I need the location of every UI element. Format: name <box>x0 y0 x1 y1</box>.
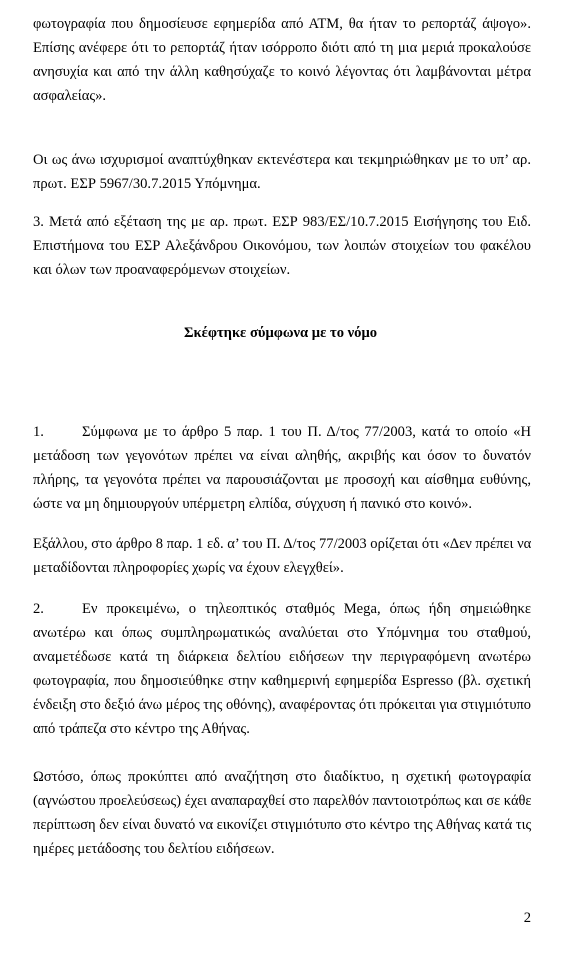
section-heading: Σκέφτηκε σύμφωνα με το νόμο <box>183 325 378 341</box>
text-line: Εν προκειμένω, ο τηλεοπτικός σταθμός Mega, όπως ήδη σημειώθηκε <box>82 601 531 617</box>
paragraph-3 <box>33 210 531 282</box>
text-line: Σύμφωνα με το άρθρο 5 παρ. 1 του Π. Δ/τος 77/2003, κατά το οποίο «Η <box>82 424 531 440</box>
text-line: φωτογραφία, που δημοσιεύθηκε στην καθημερινή εφημερίδα Espresso (βλ. σχετική <box>33 673 531 689</box>
text-line: μεταδίδονται πληροφορίες χωρίς να έχουν ελεγχθεί». <box>33 560 344 576</box>
paragraph-2 <box>33 621 531 741</box>
text-line: πρωτ. ΕΣΡ 5967/30.7.2015 Υπόμνημα. <box>33 176 261 192</box>
paragraph-claims <box>33 148 531 196</box>
text-line: πλήρης, τα γεγονότα πρέπει να παρουσιάζονται με προσοχή και αίσθημα ευθύνης, <box>33 472 531 488</box>
paragraph-number: 1. <box>33 424 44 440</box>
text-line: Ωστόσο, όπως προκύπτει από αναζήτηση στο διαδίκτυο, η σχετική φωτογραφία <box>33 769 531 785</box>
text-line: ένδειξη στο δεξιό άνω μέρος της οθόνης), αναφέροντας ότι πρόκειται για στιγμιότυπο <box>33 697 531 713</box>
page-number: 2 <box>523 910 531 926</box>
text-line: 3. Μετά από εξέταση της με αρ. πρωτ. ΕΣΡ 983/ΕΣ/10.7.2015 Εισήγησης του Ειδ. <box>33 214 531 230</box>
text-line: ασφαλείας». <box>33 88 107 104</box>
text-line: Οι ως άνω ισχυρισμοί αναπτύχθηκαν εκτενέστερα και τεκμηριώθηκαν με το υπ’ αρ. <box>33 152 531 168</box>
text-line: περίπτωση δεν είναι δυνατό να εικονίζει στιγμιότυπο στο κέντρο της Αθήνας κατά τις <box>33 817 532 833</box>
text-line: ώστε να μη δημιουργούν υπέρμετρη ελπίδα, σύγχυση ή πανικό στο κοινό». <box>33 496 473 512</box>
text-line: Επιστήμονα του ΕΣΡ Αλεξάνδρου Οικονόμου, των λοιπών στοιχείων του φακέλου <box>33 238 531 254</box>
text-line: Επίσης ανέφερε ότι το ρεπορτάζ ήταν ισόρροπο διότι από τη μια μεριά προκαλούσε <box>33 40 531 56</box>
text-line: και όλων των προαναφερόμενων στοιχείων. <box>33 262 291 278</box>
text-line: ημέρες μετάδοσης του δελτίου ειδήσεων. <box>33 841 275 857</box>
text-line: μετάδοση των γεγονότων πρέπει να είναι αληθής, ακριβής και όσον το δυνατόν <box>33 448 531 464</box>
text-line: ανωτέρω και όπως συμπληρωματικώς αναλύεται στο Υπόμνημα του σταθμού, <box>33 625 531 641</box>
text-line: αναμετέδωσε κατά τη διάρκεια δελτίου ειδήσεων την περιγραφόμενη ανωτέρω <box>33 649 531 665</box>
text-line: (αγνώστου προελεύσεως) έχει αναπαραχθεί στο παρελθόν παντοιοτρόπως και σε κάθε <box>33 793 532 809</box>
paragraph-however <box>33 765 531 861</box>
paragraph-continuation <box>33 12 531 108</box>
paragraph-moreover <box>33 532 531 580</box>
text-line: Εξάλλου, στο άρθρο 8 παρ. 1 εδ. α’ του Π. Δ/τος 77/2003 ορίζεται ότι «Δεν πρέπει να <box>33 536 532 552</box>
text-line: ανησυχία και από την άλλη καθησύχαζε το κοινό λέγοντας ότι λαμβάνονται μέτρα <box>33 64 531 80</box>
paragraph-1 <box>33 444 531 516</box>
text-line: φωτογραφία που δημοσίευσε εφημερίδα από ΑΤΜ, θα ήταν το ρεπορτάζ άψογο». <box>33 16 531 32</box>
text-line: από τράπεζα στο κέντρο της Αθήνας. <box>33 721 250 737</box>
paragraph-number: 2. <box>33 601 44 617</box>
